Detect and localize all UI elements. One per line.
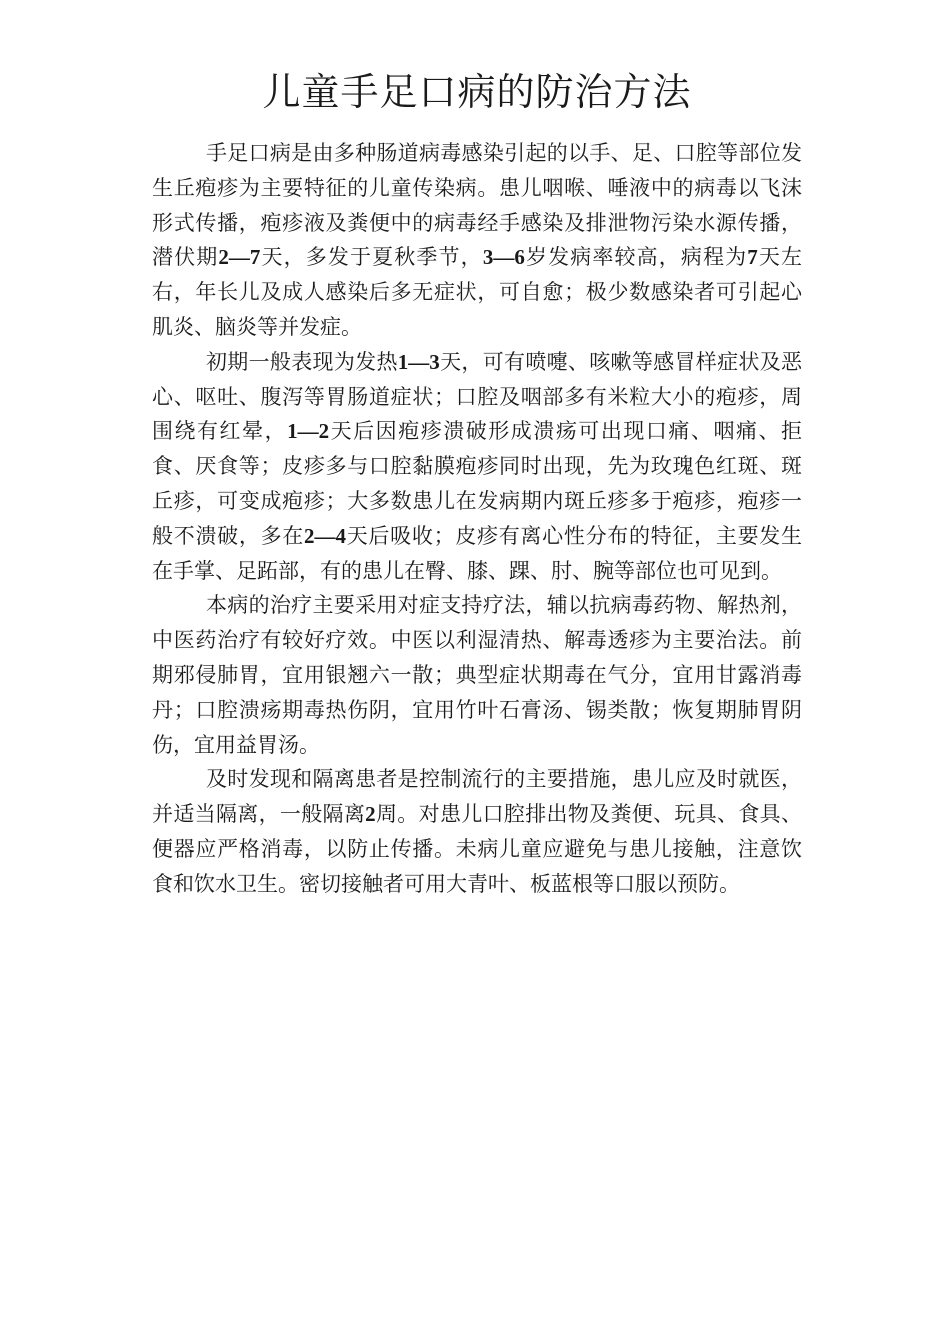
document-title: 儿童手足口病的防治方法	[262, 70, 692, 114]
paragraph-overview	[152, 136, 802, 345]
document-page	[152, 60, 802, 902]
ulcer-days: 1—2	[287, 419, 330, 444]
age-range: 3—6	[482, 245, 525, 270]
fever-days: 1—3	[397, 349, 440, 374]
paragraph-text: 初期一般表现为发热	[206, 349, 398, 374]
paragraph-symptoms	[152, 345, 802, 589]
paragraph-prevention	[152, 762, 802, 901]
paragraph-text: 手足口病是由多种肠道病毒感染引起的以手、足、口腔等部位发生丘疱疹为主要特征的儿童传染病。患儿咽喉、唾液中的病毒以飞沫形式传播，疱疹液及粪便中的病毒经手感染及排泄物污染水源传播，潜伏期	[152, 141, 802, 270]
paragraph-treatment	[152, 588, 802, 762]
paragraph-text: 天后因疱疹溃破形成溃疡可出现口痛、咽痛、拒食、厌食等；皮疹多与口腔黏膜疱疹同时出现，先为玫瑰色红斑、斑丘疹，可变成疱疹；大多数患儿在发病期内斑丘疹多于疱疹，疱疹一般不溃破，多在	[152, 419, 803, 548]
incubation-range: 2—7	[218, 245, 261, 270]
paragraph-text: 天，可有喷嚏、咳嗽等感冒样症状及恶心、呕吐、腹泻等胃肠道症状；口腔及咽部多有米粒大小的疱疹，周围绕有红晕，	[152, 349, 803, 444]
absorb-days: 2—4	[304, 523, 346, 548]
isolation-weeks: 2	[365, 802, 376, 827]
paragraph-text: 及时发现和隔离患者是控制流行的主要措施，患儿应及时就医，并适当隔离，一般隔离	[152, 767, 802, 827]
paragraph-text: 周。对患儿口腔排出物及粪便、玩具、食具、便器应严格消毒，以防止传播。未病儿童应避免与患儿接触，注意饮食和饮水卫生。密切接触者可用大青叶、板蓝根等口服以预防。	[152, 802, 803, 896]
paragraph-text: 天后吸收；皮疹有离心性分布的特征，主要发生在手掌、足跖部，有的患儿在臀、膝、踝、肘、腕等部位也可见到。	[152, 523, 802, 583]
paragraph-text: 岁发病率较高，病程为	[524, 245, 748, 270]
paragraph-text: 天，多发于夏秋季节，	[260, 245, 483, 270]
paragraph-text: 本病的治疗主要采用对症支持疗法，辅以抗病毒药物、解热剂，中医药治疗有较好疗效。中医以利湿清热、解毒透疹为主要治法。前期邪侵肺胃，宜用银翘六一散；典型症状期毒在气分，宜用甘露消毒丹；口腔溃疡期毒热伤阴，宜用竹叶石膏汤、锡类散；恢复期肺胃阴伤，宜用益胃汤。	[152, 593, 802, 757]
paragraph-text: 天左右，年长儿及成人感染后多无症状，可自愈；极少数感染者可引起心肌炎、脑炎等并发症。	[152, 245, 803, 339]
course-days: 7	[747, 245, 758, 270]
